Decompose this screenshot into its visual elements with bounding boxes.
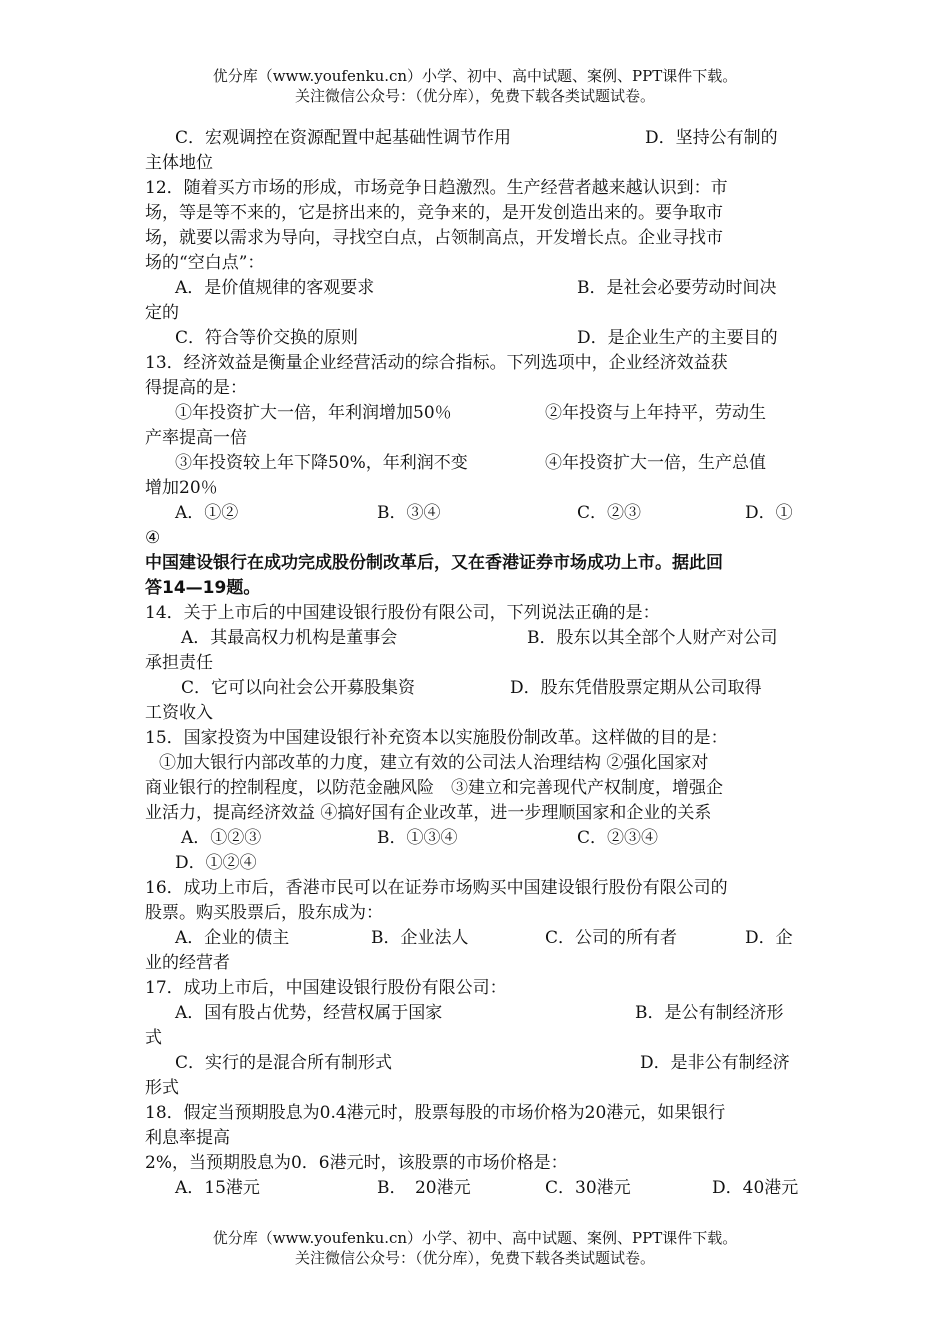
q11-option-c: C．宏观调控在资源配置中起基础性调节作用 (175, 128, 512, 148)
q13-option-b: B．③④ (377, 503, 441, 523)
q12-stem-2: 场，等是等不来的，它是挤出来的，竞争来的，是开发创造出来的。要争取市 (145, 203, 723, 223)
material-line-1: 中国建设银行在成功完成股份制改革后，又在香港证券市场成功上市。据此回 (145, 553, 723, 573)
q12-stem-3: 场，就要以需求为导向，寻找空白点，占领制高点，开发增长点。企业寻找市 (145, 228, 723, 248)
q16-option-d-cont: 业的经营者 (145, 953, 230, 973)
q17-option-c: C．实行的是混合所有制形式 (175, 1053, 393, 1073)
q15-stem-2-text: ①加大银行内部改革的力度，建立有效的公司法人治理结构 ②强化国家对 (159, 753, 709, 773)
q15-option-b: B．①③④ (377, 828, 458, 848)
q12-option-c: C．符合等价交换的原则 (175, 328, 359, 348)
q12-stem-1: 12．随着买方市场的形成，市场竞争日趋激烈。生产经营者越来越认识到：市 (145, 178, 728, 198)
q18-stem-2: 利息率提高 (145, 1128, 230, 1148)
q12-option-b: B．是社会必要劳动时间决 (577, 278, 777, 298)
page-header (0, 66, 950, 106)
q12-option-a: A．是价值规律的客观要求 (175, 278, 375, 298)
q12-option-b-cont: 定的 (145, 303, 179, 323)
q14-option-d-cont: 工资收入 (145, 703, 213, 723)
q15-option-a: A．①②③ (181, 828, 262, 848)
q13-item-3: ③年投资较上年下降50%，年利润不变 (175, 453, 468, 473)
q15-stem-4: 业活力，提高经济效益 ④搞好国有企业改革，进一步理顺国家和企业的关系 (145, 803, 712, 823)
q15-stem-1: 15．国家投资为中国建设银行补充资本以实施股份制改革。这样做的目的是： (145, 728, 728, 748)
q13-item-4-cont: 增加20％ (145, 478, 218, 498)
q16-option-d: D．企 (745, 928, 793, 948)
q16-stem-1: 16．成功上市后，香港市民可以在证券市场购买中国建设银行股份有限公司的 (145, 878, 728, 898)
q15-stem-3: 商业银行的控制程度，以防范金融风险 ③建立和完善现代产权制度，增强企 (145, 778, 723, 798)
q13-stem-2: 得提高的是： (145, 378, 247, 398)
q13-stem-1: 13．经济效益是衡量企业经营活动的综合指标。下列选项中，企业经济效益获 (145, 353, 728, 373)
q12-stem-4: 场的“空白点”： (145, 253, 265, 273)
q12-option-d: D．是企业生产的主要目的 (577, 328, 778, 348)
header-line-2: 关注微信公众号：（优分库），免费下载各类试题试卷。 (294, 87, 655, 105)
q13-item-2-cont: 产率提高一倍 (145, 428, 247, 448)
q13-option-d: D．① (745, 503, 793, 523)
q16-option-c: C．公司的所有者 (545, 928, 678, 948)
q14-stem: 14．关于上市后的中国建设银行股份有限公司，下列说法正确的是： (145, 603, 660, 623)
q11-option-d-cont: 主体地位 (145, 153, 213, 173)
q17-option-d-cont: 形式 (145, 1078, 179, 1098)
q17-stem: 17．成功上市后，中国建设银行股份有限公司： (145, 978, 507, 998)
q17-option-b-cont: 式 (145, 1028, 162, 1048)
q13-item-1: ①年投资扩大一倍，年利润增加50％ (175, 403, 452, 423)
q13-option-d-cont: ④ (145, 528, 161, 548)
q18-option-c: C．30港元 (545, 1178, 631, 1198)
material-line-2: 答14—19题。 (145, 578, 261, 598)
q11-option-d: D．坚持公有制的 (645, 128, 778, 148)
q16-option-a: A．企业的债主 (175, 928, 290, 948)
q18-option-d: D．40港元 (712, 1178, 799, 1198)
q16-option-b: B．企业法人 (371, 928, 469, 948)
q18-stem-1: 18．假定当预期股息为0.4港元时，股票每股的市场价格为20港元，如果银行 (145, 1103, 726, 1123)
q13-item-2: ②年投资与上年持平，劳动生 (545, 403, 766, 423)
q17-option-b: B．是公有制经济形 (635, 1003, 784, 1023)
page-footer (0, 1228, 950, 1268)
q15-option-c: C．②③④ (577, 828, 659, 848)
q17-option-a: A．国有股占优势，经营权属于国家 (175, 1003, 443, 1023)
q18-option-a: A．15港元 (175, 1178, 260, 1198)
q13-option-c: C．②③ (577, 503, 642, 523)
q15-option-d: D．①②④ (175, 853, 257, 873)
q18-stem-3: 2%，当预期股息为0．6港元时，该股票的市场价格是： (145, 1153, 568, 1173)
q18-option-b: B． 20港元 (377, 1178, 471, 1198)
q16-stem-2: 股票。购买股票后，股东成为： (145, 903, 383, 923)
q13-item-4: ④年投资扩大一倍，生产总值 (545, 453, 766, 473)
q14-option-b-cont: 承担责任 (145, 653, 213, 673)
q14-option-d: D．股东凭借股票定期从公司取得 (510, 678, 762, 698)
header-line-1: 优分库（www.youfenku.cn）小学、初中、高中试题、案例、PPT课件下载。 (212, 67, 738, 85)
q13-option-a: A．①② (175, 503, 239, 523)
footer-line-1: 优分库（www.youfenku.cn）小学、初中、高中试题、案例、PPT课件下载。 (212, 1229, 738, 1247)
q14-option-a: A．其最高权力机构是董事会 (181, 628, 398, 648)
q14-option-c: C．它可以向社会公开募股集资 (181, 678, 416, 698)
q17-option-d: D．是非公有制经济 (640, 1053, 790, 1073)
footer-line-2: 关注微信公众号：（优分库），免费下载各类试题试卷。 (294, 1249, 655, 1267)
q14-option-b: B．股东以其全部个人财产对公司 (527, 628, 778, 648)
